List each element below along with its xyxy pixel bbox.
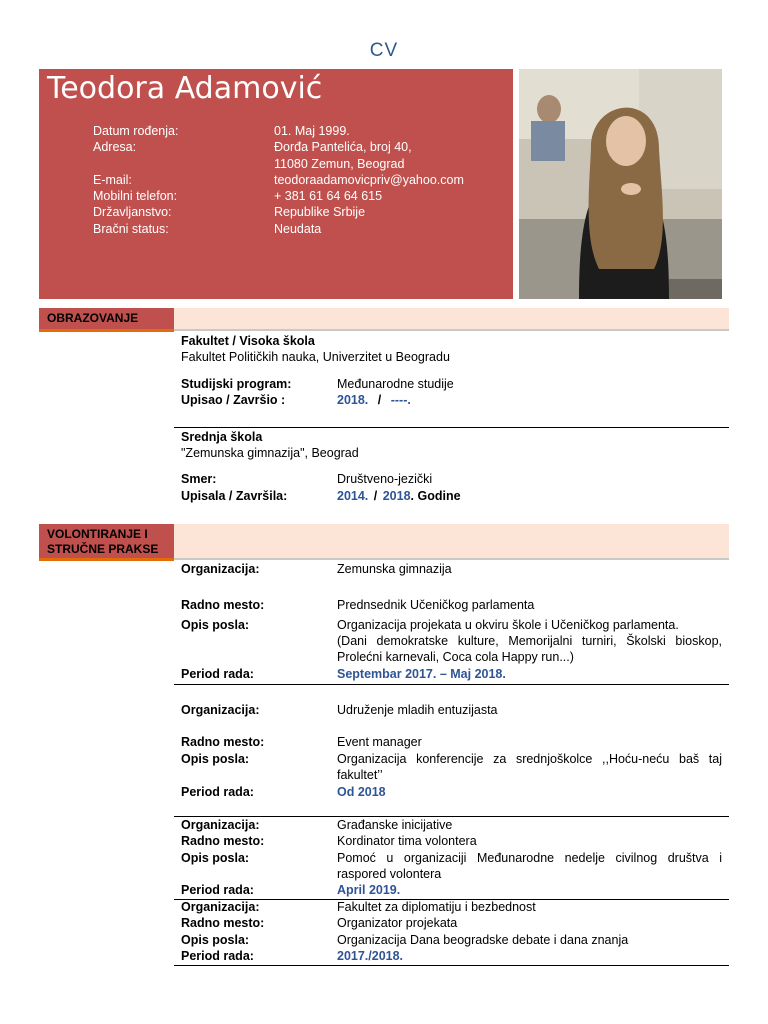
- org-value: Građanske inicijative: [337, 818, 453, 832]
- education-section-header: [39, 308, 729, 329]
- period-label: Period rada:: [181, 949, 254, 963]
- year-end: 2018: [382, 489, 411, 503]
- education-section-title: OBRAZOVANJE: [47, 311, 139, 325]
- position-value: Organizator projekata: [337, 916, 458, 930]
- faculty-years: [337, 392, 411, 408]
- detail-value: Republike Srbije: [274, 205, 366, 220]
- year-separator: /: [377, 393, 382, 407]
- section-accent-bar: [39, 558, 174, 561]
- position-label: Radno mesto:: [181, 834, 265, 848]
- detail-label: [93, 156, 274, 172]
- volunteering-section-title-line-1: VOLONTIRANJE I: [47, 527, 148, 541]
- org-value: Zemunska gimnazija: [337, 562, 452, 576]
- desc-value: Organizacija Dana beogradske debate i dana znanja: [337, 933, 629, 947]
- year-end: ----.: [390, 393, 411, 407]
- period-value: Od 2018: [337, 785, 386, 799]
- detail-label: Datum rođenja:: [93, 124, 179, 138]
- period-label: Period rada:: [181, 785, 254, 799]
- org-label: Organizacija:: [181, 818, 260, 832]
- desc-value: Pomoć u organizaciji Međunarodne nedelje civilnog društva i raspored volontera: [337, 851, 722, 882]
- highschool-years: [337, 488, 461, 504]
- program-label: Studijski program:: [181, 377, 292, 391]
- track-label: Smer:: [181, 472, 217, 486]
- year-suffix: . Godine: [410, 489, 461, 503]
- volunteering-section-label: [39, 524, 174, 558]
- position-label: Radno mesto:: [181, 916, 265, 930]
- personal-info-panel: [39, 69, 513, 299]
- org-label: Organizacija:: [181, 900, 260, 914]
- track-value: Društveno-jezički: [337, 472, 433, 486]
- year-separator: /: [373, 489, 378, 503]
- org-label: Organizacija:: [181, 562, 260, 576]
- faculty-years-label: Upisao / Završio :: [181, 393, 286, 407]
- detail-row-birthdate: [93, 123, 464, 139]
- profile-photo: [519, 69, 722, 299]
- position-value: Prednsednik Učeničkog parlamenta: [337, 598, 535, 612]
- highschool-heading: Srednja škola: [181, 430, 263, 444]
- position-value: Event manager: [337, 735, 422, 749]
- detail-value: Neudata: [274, 221, 322, 236]
- desc-label: Opis posla:: [181, 618, 250, 632]
- volunteering-section-title-line-2: STRUČNE PRAKSE: [47, 542, 159, 556]
- divider: [174, 965, 729, 966]
- volunteering-section-header: [39, 524, 729, 558]
- highschool-institution: "Zemunska gimnazija", Beograd: [181, 446, 359, 460]
- section-accent-bar: [39, 329, 174, 332]
- period-value: 2017./2018.: [337, 949, 404, 963]
- detail-row-email: [93, 172, 464, 188]
- period-label: Period rada:: [181, 667, 254, 681]
- detail-row-address-2: [93, 156, 464, 172]
- faculty-heading: Fakultet / Visoka škola: [181, 334, 315, 348]
- detail-label: Adresa:: [93, 140, 137, 155]
- education-section-label: [39, 308, 174, 329]
- divider: [174, 684, 729, 685]
- full-name: Teodora Adamović: [47, 71, 323, 106]
- desc-value: Organizacija projekata u okviru škole i Učeničkog parlamenta.: [337, 618, 679, 632]
- detail-label: Bračni status:: [93, 221, 169, 236]
- detail-label: E-mail:: [93, 172, 132, 187]
- period-label: Period rada:: [181, 883, 254, 897]
- divider: [174, 427, 729, 428]
- section-rule: [174, 329, 729, 331]
- desc-value-detail: (Dani demokratske kulture, Memorijalni turniri, Školski bioskop, Prolećni karnevali, Coca cola Happy run...): [337, 634, 722, 665]
- desc-value: Organizacija konferencije za srednjoškolce ,,Hoću-neću baš taj fakultet’’: [337, 752, 722, 783]
- position-label: Radno mesto:: [181, 735, 265, 749]
- position-label: Radno mesto:: [181, 598, 265, 612]
- detail-label: Mobilni telefon:: [93, 189, 178, 204]
- period-value: April 2019.: [337, 883, 401, 897]
- desc-label: Opis posla:: [181, 851, 250, 865]
- detail-row-phone: [93, 188, 464, 204]
- highschool-years-label: Upisala / Završila:: [181, 489, 288, 503]
- period-value: Septembar 2017. – Maj 2018.: [337, 667, 506, 681]
- year-start: 2018.: [337, 393, 369, 407]
- position-value: Kordinator tima volontera: [337, 834, 477, 848]
- org-label: Organizacija:: [181, 703, 260, 717]
- detail-value: teodoraadamovicpriv@yahoo.com: [274, 172, 464, 187]
- section-rule: [174, 558, 729, 560]
- document-title: CV: [369, 40, 399, 61]
- org-value: Udruženje mladih entuzijasta: [337, 703, 498, 717]
- program-value: Međunarodne studije: [337, 377, 454, 391]
- detail-value: Đorđa Pantelića, broj 40,: [274, 140, 412, 155]
- detail-row-citizenship: [93, 204, 464, 220]
- org-value: Fakultet za diplomatiju i bezbednost: [337, 900, 536, 914]
- detail-value: 11080 Zemun, Beograd: [274, 156, 405, 171]
- year-start: 2014.: [337, 489, 369, 503]
- faculty-institution: Fakultet Političkih nauka, Univerzitet u Beogradu: [181, 350, 450, 364]
- detail-row-address: [93, 139, 464, 155]
- detail-row-marital: [93, 221, 464, 237]
- detail-label: Državljanstvo:: [93, 205, 172, 220]
- detail-value: 01. Maj 1999.: [274, 124, 350, 138]
- personal-details: [93, 123, 464, 237]
- desc-label: Opis posla:: [181, 933, 250, 947]
- desc-label: Opis posla:: [181, 752, 250, 766]
- detail-value: + 381 61 64 64 615: [274, 189, 383, 204]
